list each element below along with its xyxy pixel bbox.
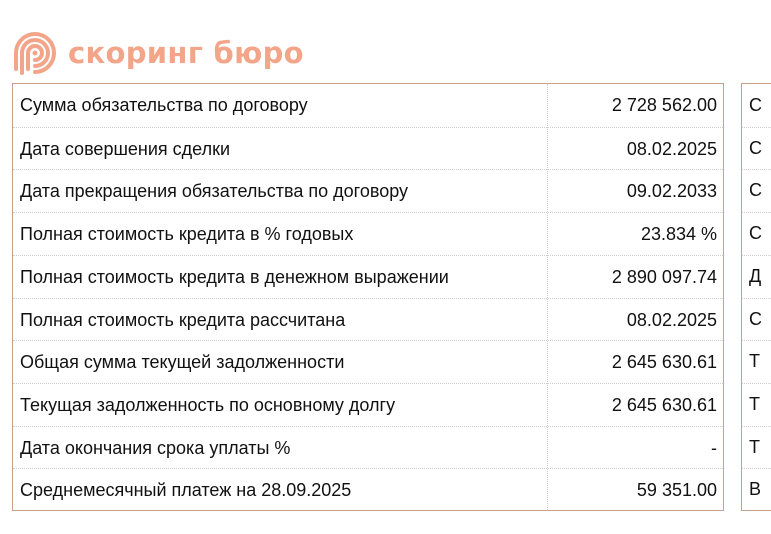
scoring-bureau-logo-icon	[12, 29, 58, 77]
adjacent-cell: С	[749, 223, 762, 244]
adjacent-cell: Т	[749, 351, 760, 372]
table-row	[13, 255, 723, 299]
adjacent-cell: Т	[749, 393, 760, 414]
adjacent-cell: С	[749, 180, 762, 201]
adjacent-table-partial	[741, 83, 771, 511]
row-label: Дата прекращения обязательства по договору	[20, 181, 409, 202]
row-value: 2 645 630.61	[611, 352, 717, 373]
row-value: -	[711, 437, 717, 458]
row-label: Сумма обязательства по договору	[20, 95, 308, 115]
table-row	[13, 127, 723, 171]
adjacent-cell: С	[749, 308, 762, 329]
adjacent-cell: Д	[749, 265, 762, 286]
row-value: 08.02.2025	[626, 309, 717, 330]
row-value: 2 645 630.61	[611, 394, 717, 415]
table-row	[13, 383, 723, 427]
row-label: Дата окончания срока уплаты %	[20, 437, 291, 458]
row-value: 2 890 097.74	[611, 266, 717, 287]
row-value: 59 351.00	[636, 480, 717, 501]
table-row	[13, 84, 723, 127]
row-label: Дата совершения сделки	[20, 138, 230, 159]
row-label: Текущая задолженность по основному долгу	[20, 394, 396, 415]
row-value: 23.834 %	[640, 224, 717, 245]
table-row	[13, 298, 723, 342]
row-label: Полная стоимость кредита рассчитана	[20, 309, 346, 330]
row-value: 08.02.2025	[626, 138, 717, 159]
table-row	[13, 468, 723, 512]
adjacent-cell: В	[749, 479, 762, 500]
table-row	[13, 340, 723, 384]
credit-details-table	[12, 83, 724, 511]
row-label: Общая сумма текущей задолженности	[20, 352, 345, 373]
adjacent-cell: С	[749, 137, 762, 158]
row-value: 09.02.2033	[626, 181, 717, 202]
adjacent-cell: Т	[749, 436, 760, 457]
row-label: Полная стоимость кредита в % годовых	[20, 224, 354, 245]
table-row	[13, 169, 723, 213]
row-label: Полная стоимость кредита в денежном выражении	[20, 266, 449, 287]
table-row	[13, 426, 723, 470]
brand-name: скоринг бюро	[68, 36, 304, 70]
row-value: 2 728 562.00	[611, 95, 717, 115]
row-label: Среднемесячный платеж на 28.09.2025	[20, 480, 352, 501]
adjacent-cell: С	[749, 95, 762, 115]
brand-logo	[12, 28, 304, 78]
table-row	[13, 212, 723, 256]
